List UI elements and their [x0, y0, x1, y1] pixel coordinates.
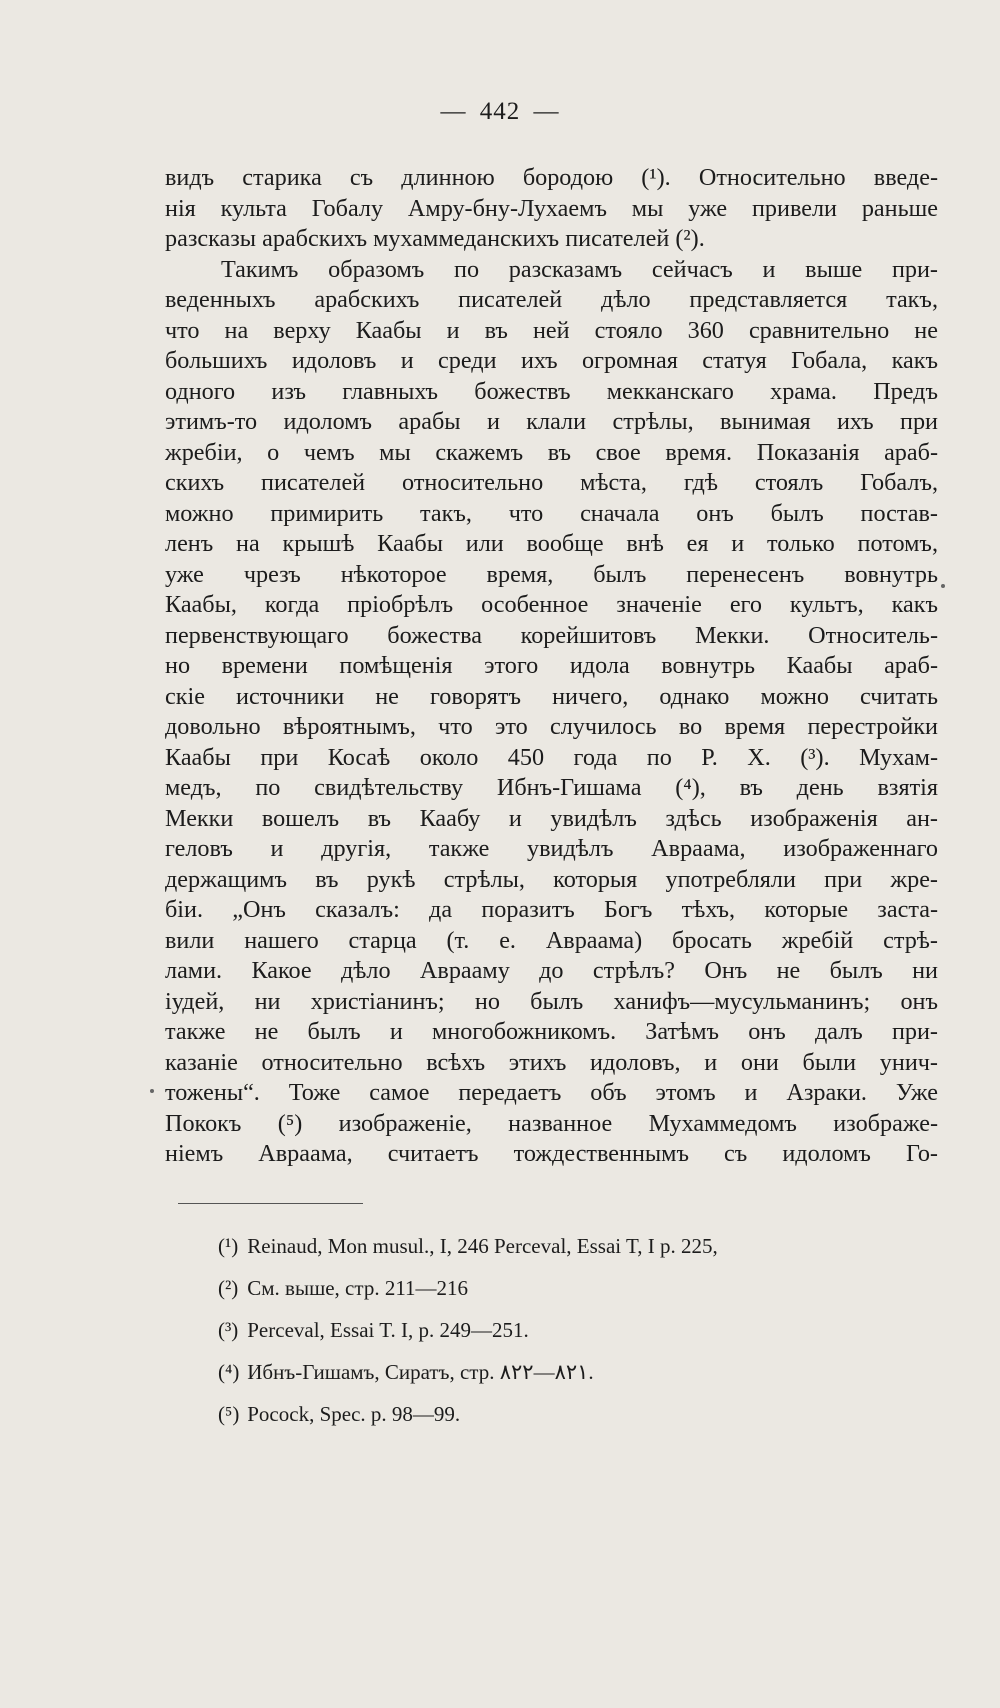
text-line: довольно вѣроятнымъ, что это случилось во время перестройки [165, 713, 938, 740]
main-text [165, 163, 938, 1170]
text-line: одного изъ главныхъ божествъ мекканскаго храма. Предъ [165, 377, 938, 405]
footnote [218, 1309, 938, 1351]
text-line: Мекки вошелъ въ Каабу и увидѣлъ здѣсь изображенія ан- [165, 804, 938, 832]
page-header [0, 98, 1000, 126]
footnote [218, 1351, 938, 1393]
text-line: веденныхъ арабскихъ писателей дѣло представляется такъ, [165, 286, 938, 313]
text-line: ніемъ Авраама, считаетъ тождественнымъ съ идоломъ Го- [165, 1140, 938, 1167]
text-line: казаніе относительно всѣхъ этихъ идоловъ, и они были унич- [165, 1048, 938, 1076]
text-line: скихъ писателей относительно мѣста, гдѣ стоялъ Гобалъ, [165, 469, 938, 496]
text-line: жребіи, о чемъ мы скажемъ въ свое время. Показанія араб- [165, 438, 938, 466]
text-line: Каабы при Косаѣ около 450 года по Р. Х. (³). Мухам- [165, 743, 938, 771]
footnote-mark: (²) [218, 1276, 239, 1300]
text-line: медъ, по свидѣтельству Ибнъ-Гишама (⁴), въ день взятія [165, 774, 938, 801]
page-number: 442 [479, 98, 521, 125]
text-line: геловъ и другія, также увидѣлъ Авраама, изображеннаго [165, 835, 938, 862]
footnotes [218, 1225, 938, 1435]
text-line: Каабы, когда пріобрѣлъ особенное значеніе его культъ, какъ [165, 591, 938, 618]
text-line: лами. Какое дѣло Аврааму до стрѣлъ? Онъ не былъ ни [165, 957, 938, 984]
footnote-text: Pocock, Spec. p. 98—99. [247, 1402, 461, 1426]
text-line: тожены“. Тоже самое передаетъ объ этомъ и Азраки. Уже [165, 1079, 938, 1106]
text-line: держащимъ въ рукѣ стрѣлы, которыя употребляли при жре- [165, 865, 938, 893]
footnote [218, 1267, 938, 1309]
footnote-separator [178, 1203, 363, 1204]
text-line: скіе источники не говорятъ ничего, однако можно считать [165, 682, 938, 710]
text-line: видъ старика съ длинною бородою (¹). Относительно введе- [165, 164, 938, 191]
text-line: ленъ на крышѣ Каабы или вообще внѣ ея и только потомъ, [165, 530, 938, 557]
footnote [218, 1225, 938, 1267]
footnote-mark: (³) [218, 1318, 239, 1342]
header-dash-right: — [533, 98, 560, 125]
footnote-text: Perceval, Essai T. I, p. 249—251. [247, 1318, 529, 1342]
text-line: Такимъ образомъ по разсказамъ сейчасъ и выше при- [221, 255, 938, 283]
text-line: разсказы арабскихъ мухаммеданскихъ писателей (²). [165, 225, 705, 252]
footnote-text: Reinaud, Mon musul., I, 246 Perceval, Essai T, I p. 225, [247, 1234, 718, 1258]
text-line: можно примирить такъ, что сначала онъ былъ постав- [165, 499, 938, 527]
text-line: но времени помѣщенія этого идола вовнутрь Каабы араб- [165, 652, 938, 679]
text-line: іудей, ни христіанинъ; но былъ ханифъ—мусульманинъ; онъ [165, 987, 938, 1015]
text-line: большихъ идоловъ и среди ихъ огромная статуя Гобала, какъ [165, 347, 938, 374]
ink-speck [941, 584, 945, 588]
footnote-mark: (⁴) [218, 1360, 240, 1384]
footnote-mark: (⁵) [218, 1402, 240, 1426]
text-line: первенствующаго божества корейшитовъ Мекки. Относитель- [165, 621, 938, 649]
header-dash-left: — [440, 98, 467, 125]
text-line: біи. „Онъ сказалъ: да поразитъ Богъ тѣхъ, которые заста- [165, 896, 938, 923]
text-line: также не былъ и многобожникомъ. Затѣмъ онъ далъ при- [165, 1018, 938, 1045]
text-line: нія культа Гобалу Амру-бну-Лухаемъ мы уже привели раньше [165, 194, 938, 222]
text-line: Пококъ (⁵) изображеніе, названное Мухаммедомъ изображе- [165, 1109, 938, 1137]
text-line: уже чрезъ нѣкоторое время, былъ перенесенъ вовнутрь [165, 560, 938, 588]
ink-speck [150, 1089, 154, 1093]
footnote [218, 1393, 938, 1435]
text-line: этимъ-то идоломъ арабы и клали стрѣлы, вынимая ихъ при [165, 408, 938, 435]
text-line: вили нашего старца (т. е. Авраама) бросать жребій стрѣ- [165, 926, 938, 954]
footnote-mark: (¹) [218, 1234, 239, 1258]
text-line: что на верху Каабы и въ ней стояло 360 сравнительно не [165, 316, 938, 344]
footnote-text: Ибнъ-Гишамъ, Сиратъ, стр. ٨٢١—٨٢٢. [247, 1360, 594, 1384]
footnote-text: См. выше, стр. 211—216 [247, 1276, 469, 1300]
